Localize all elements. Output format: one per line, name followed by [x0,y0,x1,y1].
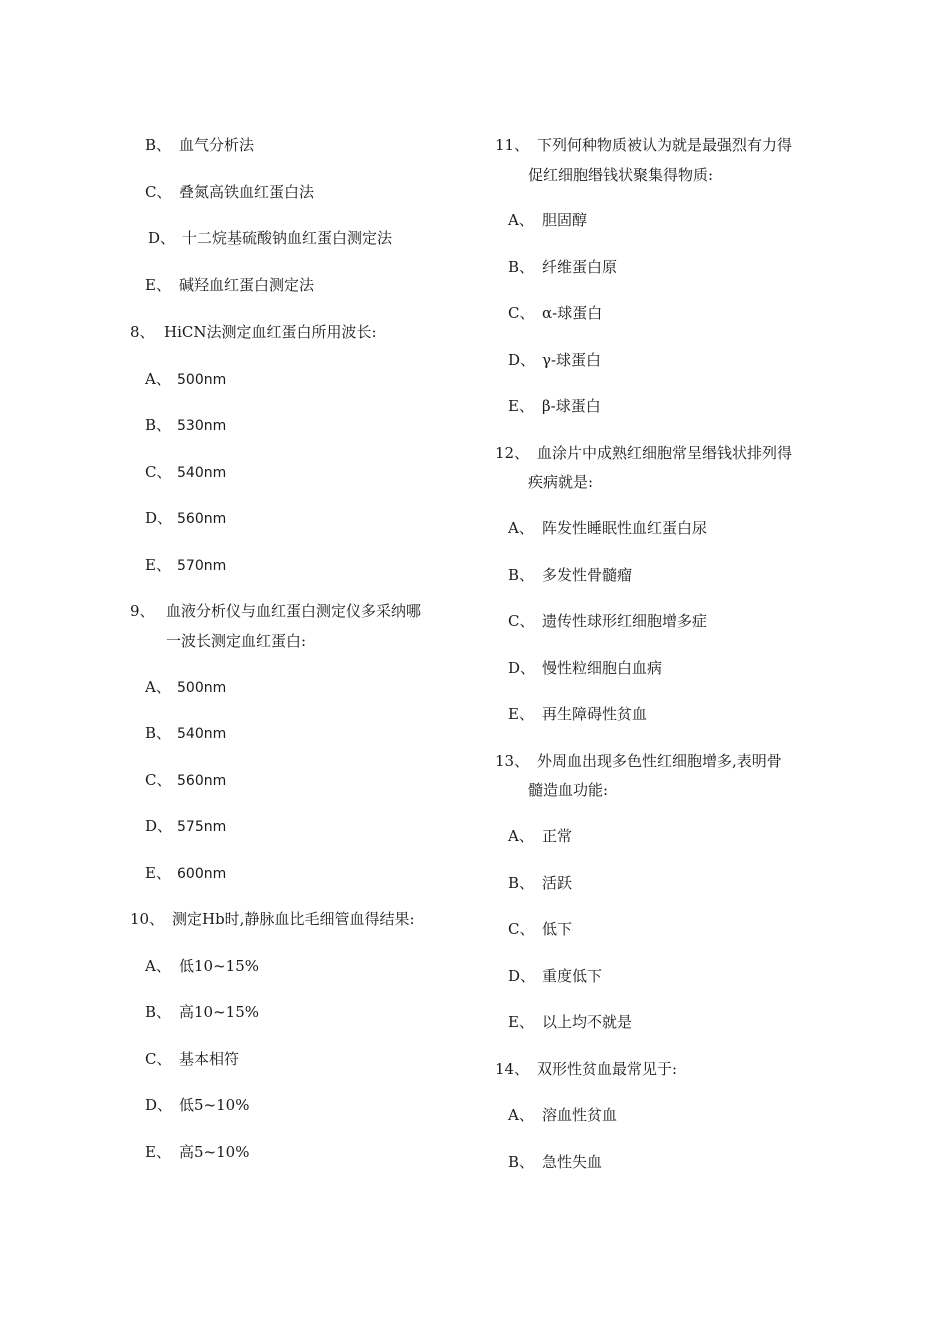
option-text: 正常 [542,827,573,845]
option-row [145,463,226,482]
option-text: 活跃 [542,874,573,892]
option-text: 500nm [177,372,227,388]
option-text: 以上均不就是 [542,1013,633,1031]
question-number: 11、 [495,136,530,154]
option-mark: B、 [508,566,535,584]
option-row [145,771,226,790]
option-mark: D、 [145,509,173,527]
option-mark: B、 [145,416,172,434]
option-mark: B、 [145,1003,172,1021]
option-text: β-球蛋白 [542,397,601,415]
option-row [145,183,314,201]
option-mark: C、 [145,1050,172,1068]
option-mark: D、 [145,1096,173,1114]
question-stem-continuation: 疾病就是: [528,473,594,491]
question-11 [495,136,792,154]
option-text: 急性失血 [542,1153,603,1171]
option-row [145,1003,259,1021]
option-mark: B、 [145,136,172,154]
question-number: 9、 [130,602,155,620]
option-row [145,556,226,575]
option-row [145,1050,239,1068]
option-mark: B、 [508,874,535,892]
option-row [145,1096,249,1114]
option-row [508,351,601,369]
option-mark: B、 [508,258,535,276]
option-text: 低下 [542,920,573,938]
option-text: 600nm [177,866,227,882]
option-text: 血气分析法 [179,136,255,154]
option-mark: C、 [145,183,172,201]
option-mark: E、 [145,864,171,882]
option-mark: A、 [508,211,534,229]
option-row [508,659,662,677]
option-mark: D、 [508,659,536,677]
option-mark: E、 [145,1143,171,1161]
option-text: 高10~15% [179,1003,259,1021]
option-text: 高5~10% [179,1143,250,1161]
option-row [145,416,226,435]
option-text: 低10~15% [179,957,259,975]
question-stem: 血涂片中成熟红细胞常呈缗钱状排列得 [537,444,793,462]
option-row [508,612,707,630]
option-mark: A、 [508,519,534,537]
option-mark: C、 [145,771,172,789]
question-14 [495,1060,677,1078]
option-mark: D、 [508,351,536,369]
option-row [145,1143,249,1161]
option-row [508,211,587,229]
option-text: 575nm [177,819,227,835]
option-mark: D、 [148,229,176,247]
question-stem: 下列何种物质被认为就是最强烈有力得 [537,136,793,154]
option-text: 低5~10% [179,1096,250,1114]
option-row [508,566,632,584]
option-text: 560nm [177,511,227,527]
option-row [508,874,572,892]
option-mark: E、 [508,397,534,415]
option-row [145,136,254,154]
option-mark: D、 [508,967,536,985]
question-number: 14、 [495,1060,530,1078]
option-row [145,724,226,743]
option-text: 慢性粒细胞白血病 [542,659,663,677]
option-row [508,967,602,985]
option-row [145,678,226,697]
question-13 [495,752,782,770]
option-text: 重度低下 [542,967,603,985]
question-stem: 双形性贫血最常见于: [537,1060,678,1078]
option-row [148,229,392,247]
option-text: 胆固醇 [542,211,588,229]
question-number: 8、 [130,323,155,341]
option-text: 560nm [177,773,227,789]
option-text: 500nm [177,680,227,696]
question-stem: 血液分析仪与血红蛋白测定仪多采纳哪 [166,602,422,620]
option-mark: E、 [508,1013,534,1031]
option-text: 570nm [177,558,227,574]
option-text: 530nm [177,418,227,434]
option-text: 再生障碍性贫血 [542,705,648,723]
option-text: α-球蛋白 [542,304,603,322]
question-10 [130,910,415,928]
option-mark: A、 [508,827,534,845]
question-number: 10、 [130,910,165,928]
question-stem-continuation: 一波长测定血红蛋白: [166,632,307,650]
option-row [145,509,226,528]
option-mark: B、 [508,1153,535,1171]
option-mark: E、 [508,705,534,723]
question-stem-continuation: 髓造血功能: [528,781,609,799]
option-row [508,258,617,276]
option-row [145,957,259,975]
question-stem: HiCN法测定血红蛋白所用波长: [164,323,377,341]
option-mark: D、 [145,817,173,835]
option-mark: E、 [145,556,171,574]
option-mark: B、 [145,724,172,742]
option-text: 十二烷基硫酸钠血红蛋白测定法 [182,229,393,247]
option-text: 基本相符 [179,1050,240,1068]
option-row [145,370,226,389]
option-mark: C、 [508,612,535,630]
option-text: 阵发性睡眠性血红蛋白尿 [542,519,708,537]
option-row [508,827,572,845]
option-row [508,397,601,415]
option-row [508,519,707,537]
option-text: 溶血性贫血 [542,1106,618,1124]
option-row [508,1013,632,1031]
option-text: 540nm [177,465,227,481]
option-row [145,864,226,883]
option-mark: C、 [508,304,535,322]
option-mark: A、 [145,370,171,388]
option-mark: C、 [508,920,535,938]
option-text: 碱羟血红蛋白测定法 [179,276,315,294]
option-row [508,920,572,938]
option-row [508,1106,617,1124]
option-text: 多发性骨髓瘤 [542,566,633,584]
question-12 [495,444,792,462]
option-mark: A、 [508,1106,534,1124]
option-row [508,705,647,723]
question-9 [130,602,421,620]
option-text: 540nm [177,726,227,742]
option-text: 叠氮高铁血红蛋白法 [179,183,315,201]
option-text: 遗传性球形红细胞增多症 [542,612,708,630]
option-mark: E、 [145,276,171,294]
question-stem-continuation: 促红细胞缗钱状聚集得物质: [528,166,714,184]
option-row [508,1153,602,1171]
option-row [508,304,602,322]
question-number: 12、 [495,444,530,462]
option-text: 纤维蛋白原 [542,258,618,276]
option-row [145,817,226,836]
question-stem: 外周血出现多色性红细胞增多,表明骨 [537,752,782,770]
question-number: 13、 [495,752,530,770]
option-row [145,276,314,294]
option-mark: C、 [145,463,172,481]
option-mark: A、 [145,957,171,975]
option-text: γ-球蛋白 [542,351,602,369]
question-8 [130,323,377,341]
option-mark: A、 [145,678,171,696]
question-stem: 测定Hb时,静脉血比毛细管血得结果: [172,910,415,928]
